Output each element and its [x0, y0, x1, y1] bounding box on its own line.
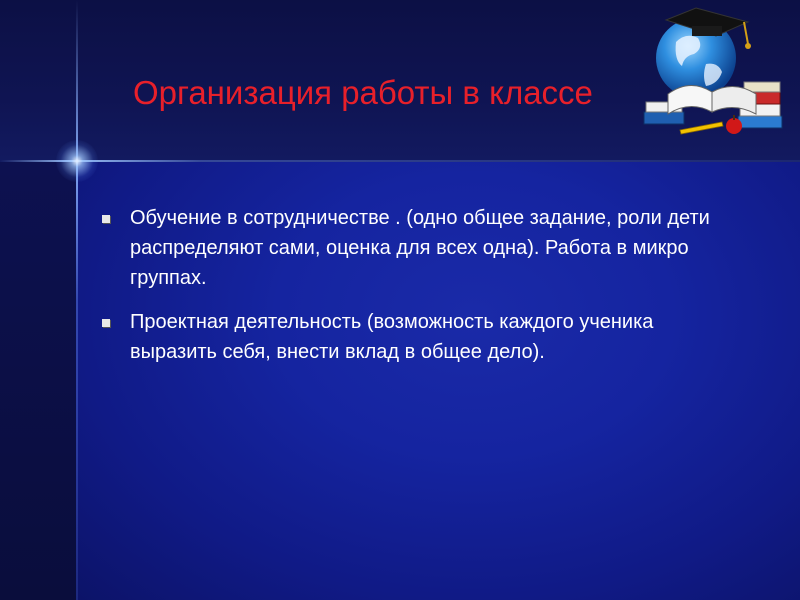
- light-flare-vertical: [76, 0, 78, 600]
- light-flare-horizontal: [0, 160, 800, 162]
- bullet-square-icon: [102, 319, 110, 327]
- bullet-text: Обучение в сотрудничестве . (одно общее задание, роли дети распределяют сами, оценка для всех одна). Работа в микро группах.: [130, 207, 710, 289]
- bullet-list: [100, 203, 740, 381]
- bullet-item: [100, 203, 740, 293]
- bullet-item: [100, 307, 740, 367]
- globe-books-graduation-cap-icon: [636, 2, 796, 142]
- bullet-text: Проектная деятельность (возможность каждого ученика выразить себя, внести вклад в общее дело).: [130, 311, 654, 363]
- bullet-square-icon: [102, 215, 110, 223]
- left-strip: [0, 162, 76, 600]
- light-flare-star: [56, 140, 98, 182]
- slide-title: Организация работы в классе: [133, 74, 593, 111]
